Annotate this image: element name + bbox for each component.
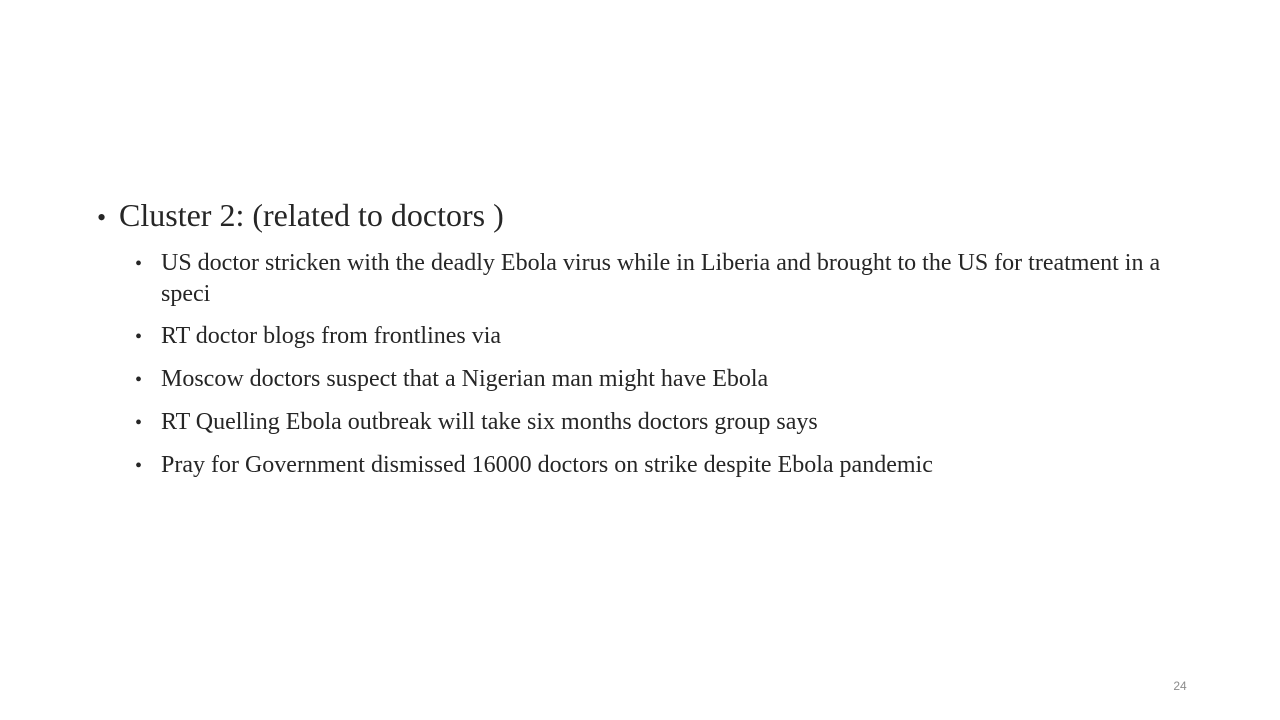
- bullet-icon: •: [97, 203, 107, 232]
- cluster-heading: [97, 193, 1207, 240]
- list-item-text: US doctor stricken with the deadly Ebola virus while in Liberia and brought to the US for treatment in a speci: [161, 250, 1161, 307]
- bullet-icon: •: [135, 412, 143, 434]
- slide-content: [97, 193, 1207, 493]
- list-item-text: Moscow doctors suspect that a Nigerian man might have Ebola: [161, 366, 769, 392]
- list-item: [135, 407, 1207, 439]
- bullet-icon: •: [135, 455, 143, 477]
- bullet-icon: •: [135, 326, 143, 348]
- bullet-icon: •: [135, 369, 143, 391]
- list-item: [135, 364, 1207, 396]
- page-number: 24: [1173, 679, 1187, 693]
- list-item-text: RT doctor blogs from frontlines via: [161, 323, 502, 349]
- list-item: [135, 321, 1207, 353]
- list-item: [135, 450, 1207, 482]
- list-item: [135, 248, 1207, 310]
- bullet-icon: •: [135, 253, 143, 275]
- cluster-heading-text: Cluster 2: (related to doctors ): [119, 197, 504, 233]
- list-item-text: RT Quelling Ebola outbreak will take six months doctors group says: [161, 409, 818, 435]
- list-item-text: Pray for Government dismissed 16000 doctors on strike despite Ebola pandemic: [161, 452, 933, 478]
- cluster-items: [135, 248, 1207, 482]
